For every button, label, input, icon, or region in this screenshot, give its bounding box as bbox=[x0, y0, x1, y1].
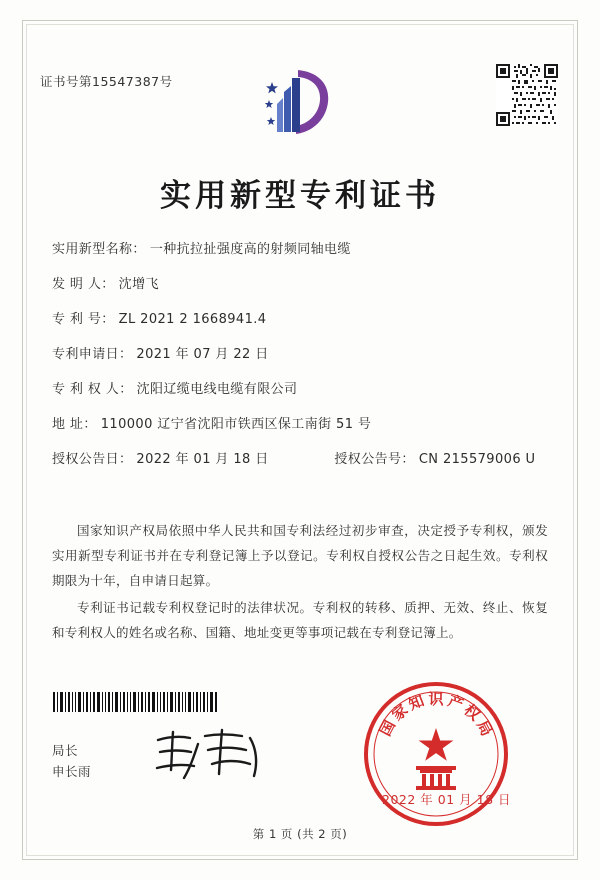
field-label: 地 址： bbox=[52, 417, 97, 432]
grant-number-value: CN 215579006 U bbox=[418, 452, 536, 467]
svg-text:知: 知 bbox=[406, 691, 427, 714]
field-value: ZL 2021 2 1668941.4 bbox=[118, 312, 267, 327]
field-label: 发 明 人： bbox=[52, 277, 115, 292]
legal-text bbox=[52, 518, 548, 647]
field-row bbox=[52, 308, 548, 327]
field-row bbox=[52, 238, 548, 257]
grant-number-label: 授权公告号： bbox=[334, 452, 415, 467]
field-label: 专利申请日： bbox=[52, 347, 133, 362]
grant-date-value: 2022 年 01 月 18 日 bbox=[136, 452, 269, 467]
qr-code-icon bbox=[496, 64, 558, 126]
field-label: 专 利 权 人： bbox=[52, 382, 133, 397]
signature-name: 申长雨 bbox=[52, 764, 92, 780]
page-footer: 第 1 页 (共 2 页) bbox=[252, 827, 348, 841]
barcode-icon bbox=[52, 692, 218, 712]
seal-date: 2022 年 01 月 18 日 bbox=[382, 792, 511, 807]
page-title: 实用新型专利证书 bbox=[160, 178, 440, 214]
handwritten-signature-icon bbox=[150, 726, 268, 784]
legal-paragraph-2: 专利证书记载专利权登记时的法律状况。专利权的转移、质押、无效、终止、恢复和专利权人的姓名或名称、国籍、地址变更等事项记载在专利登记簿上。 bbox=[52, 600, 548, 640]
signature-block bbox=[52, 740, 91, 783]
svg-text:权: 权 bbox=[460, 700, 484, 725]
svg-text:家: 家 bbox=[388, 700, 412, 725]
field-row bbox=[52, 378, 548, 397]
grant-row bbox=[52, 448, 548, 467]
field-row bbox=[52, 343, 548, 362]
svg-text:局: 局 bbox=[473, 717, 497, 740]
cnipa-logo-icon bbox=[262, 62, 338, 140]
certificate-fields bbox=[52, 238, 548, 483]
field-row bbox=[52, 413, 548, 432]
signature-title: 局长 bbox=[52, 743, 79, 758]
legal-paragraph-1: 国家知识产权局依照中华人民共和国专利法经过初步审查，决定授予专利权，颁发实用新型专利证书并在专利登记簿上予以登记。专利权自授权公告之日起生效。专利权期限为十年，自申请日起算。 bbox=[52, 523, 548, 588]
certificate-number: 证书号第15547387号 bbox=[40, 74, 173, 89]
field-label: 实用新型名称： bbox=[52, 242, 146, 257]
field-value: 沈阳辽缆电线电缆有限公司 bbox=[136, 382, 298, 397]
svg-text:国: 国 bbox=[375, 717, 399, 740]
field-row bbox=[52, 273, 548, 292]
field-value: 沈增飞 bbox=[118, 277, 159, 292]
field-value: 110000 辽宁省沈阳市铁西区保工南街 51 号 bbox=[100, 417, 372, 432]
field-value: 一种抗拉扯强度高的射频同轴电缆 bbox=[149, 242, 351, 257]
field-value: 2021 年 07 月 22 日 bbox=[136, 347, 269, 362]
svg-text:产: 产 bbox=[445, 691, 466, 714]
grant-date-label: 授权公告日： bbox=[52, 452, 133, 467]
svg-text:识: 识 bbox=[428, 690, 444, 708]
field-label: 专 利 号： bbox=[52, 312, 115, 327]
